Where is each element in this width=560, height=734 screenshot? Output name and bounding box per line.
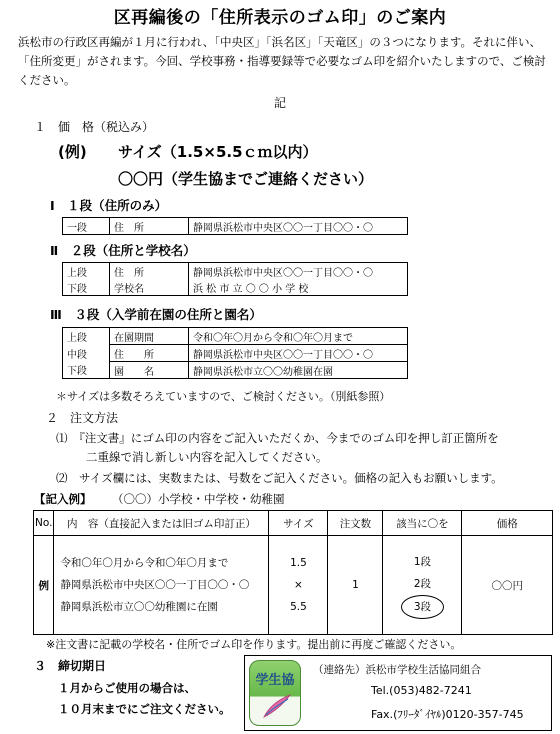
type3-table [62,327,408,379]
content-cell [54,536,269,635]
price-cell: 〇〇円 [462,536,553,635]
order-item1-line1: ⑴ 『注文書』にゴム印の内容をご記入いただくか、今までのゴム印を押し訂正箇所を [56,431,499,445]
price-text: 〇〇円（学生協までご連絡ください） [118,170,374,188]
order-item1-line2: 二重線で消し新しい内容を記入してください。 [86,450,328,464]
deadline-line1: １月からご使用の場合は、 [58,681,196,695]
tier-select-cell [383,536,462,635]
size-line: × [294,579,303,591]
deadline-line2: １０月末までにご注文ください。 [58,702,231,716]
contact-box [244,655,552,731]
size-cell [269,536,328,635]
field-cell: 住 所 [110,345,189,362]
header-quantity: 注文数 [328,511,383,536]
value-cell: 静岡県浜松市中央区〇〇一丁目〇〇・〇 [189,218,408,235]
header-no: No. [34,511,54,536]
example-order-table [33,510,553,635]
header-content: 内 容（直接記入または旧ゴム印訂正） [54,511,269,536]
footer-note: ※注文書に記載の学校名・住所でゴム印を作ります。提出前に再度ご確認ください。 [46,638,462,651]
no-cell: 例 [34,536,54,635]
type2-heading: Ⅱ ２段（住所と学校名） [50,243,196,258]
table-row [63,328,408,345]
value-cell: 静岡県浜松市中央区〇〇一丁目〇〇・〇 [189,345,408,362]
quantity-cell: 1 [328,536,383,635]
tier-cell: 一段 [63,218,110,235]
header-tier: 該当に〇を [383,511,462,536]
content-line: 静岡県浜松市立〇〇幼稚園に在園 [60,601,218,613]
coop-logo [249,660,301,726]
logo-text: 学生協 [255,673,295,688]
type1-heading: Ⅰ １段（住所のみ） [50,198,168,213]
tier-cell: 下段 [63,362,110,379]
content-line: 令和〇年〇月から令和〇年〇月まで [60,557,229,569]
type3-heading: Ⅲ ３段（入学前在園の住所と園名） [50,307,262,322]
table-row [63,279,408,296]
table-row [63,218,408,235]
contact-fax: Fax.(ﾌﾘｰﾀﾞｲﾔﾙ)0120-357-745 [371,708,524,721]
tier-cell: 下段 [63,279,110,296]
value-cell: 静岡県浜松市中央区〇〇一丁目〇〇・〇 [189,263,408,280]
value-cell: 静岡県浜松市立〇〇幼稚園在園 [189,362,408,379]
size-text: サイズ（1.5×5.5ｃｍ以内） [118,143,318,161]
type2-table [62,262,408,296]
section3-heading: ３ 締切期日 [34,659,107,673]
tier-option: 1段 [413,556,432,568]
field-cell: 住 所 [110,218,189,235]
logo-feather-icon [250,661,300,725]
field-cell: 園 名 [110,362,189,379]
table-row [63,362,408,379]
table-header-row [34,511,553,536]
tier-option: 2段 [413,578,432,590]
ki-marker: 記 [273,96,286,110]
example-label: (例) [58,143,87,161]
size-line: 1.5 [290,557,307,569]
table-row [63,345,408,362]
field-cell: 住 所 [110,263,189,280]
table-row [63,263,408,280]
field-cell: 学校名 [110,279,189,296]
example-heading: 【記入例】 [34,492,92,506]
section2-heading: ２ 注文方法 [46,411,119,425]
value-cell: 浜 松 市 立 〇 〇 小 学 校 [189,279,408,296]
page-title: 区再編後の「住所表示のゴム印」のご案内 [113,8,447,28]
order-item2: ⑵ サイズ欄には、実数または、号数をご記入ください。価格の記入もお願いします。 [56,471,503,485]
table-row [34,536,553,635]
intro-paragraph: 浜松市の行政区再編が１月に行われ、「中央区」「浜名区」「天竜区」の３つになります。それに伴い、「住所変更」がされます。今回、学校事務・指導要録等で必要なゴム印を紹介いたしますので、ご検討ください。 [18,35,546,87]
size-note: ＊サイズは多数そろえていますので、ご検討ください。（別紙参照） [56,390,391,403]
type1-table [62,217,408,235]
content-line: 静岡県浜松市中央区〇〇一丁目〇〇・〇 [60,579,250,591]
size-line: 5.5 [290,601,307,613]
contact-tel: Tel.(053)482-7241 [371,684,472,697]
tier-cell: 中段 [63,345,110,362]
tier-cell: 上段 [63,263,110,280]
value-cell: 令和〇年〇月から令和〇年〇月まで [189,328,408,345]
tier-option-circled: 3段 [401,595,444,619]
section1-heading: １ 価 格（税込み） [34,120,155,134]
example-school-text: （〇〇）小学校・中学校・幼稚園 [112,492,285,506]
contact-label: （連絡先）浜松市学校生活協同組合 [313,664,481,676]
tier-cell: 上段 [63,328,110,345]
header-size: サイズ [269,511,328,536]
field-cell: 在園期間 [110,328,189,345]
header-price: 価格 [462,511,553,536]
